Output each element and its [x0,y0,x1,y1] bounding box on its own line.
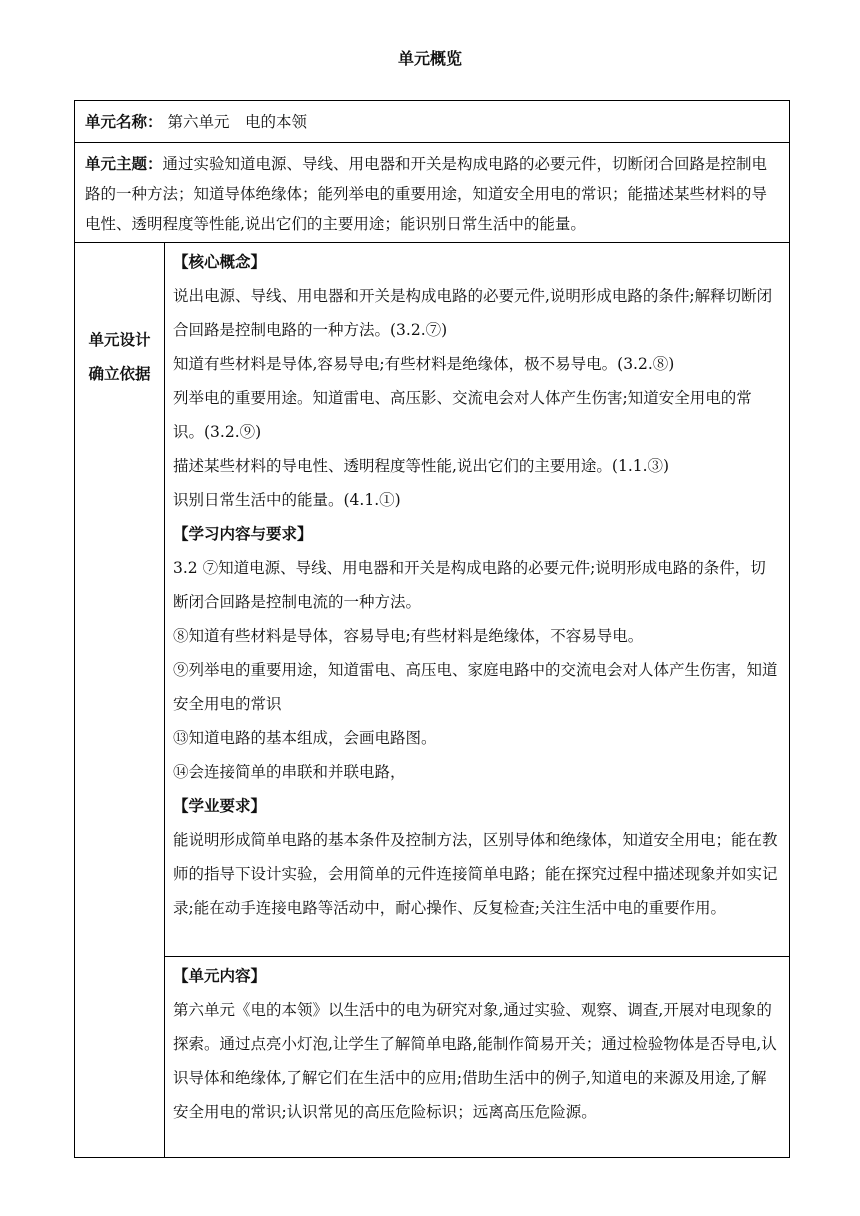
unit-content-text: 第六单元《电的本领》以生活中的电为研究对象,通过实验、观察、调查,开展对电现象的探索。通过点亮小灯泡,让学生了解简单电路,能制作简易开关；通过检验物体是否导电,认识导体和绝缘体,了解它们在生活中的应用;借助生活中的例子,知道电的来源及用途,了解安全用电的常识;认识常见的高压危险标识；远离高压危险源。 [173,1001,777,1121]
unit-name-label: 单元名称： [85,113,163,131]
learning-content-line: ⑭会连接简单的串联和并联电路， [173,763,406,781]
unit-theme-text: 通过实验知道电源、导线、用电器和开关是构成电路的必要元件，切断闭合回路是控制电路的一种方法；知道导体绝缘体；能列举电的重要用途，知道安全用电的常识；能描述某些材料的导电性、透明程度等性能,说出它们的主要用途；能识别日常生活中的能量。 [85,155,768,233]
design-basis-label [75,323,164,391]
core-concept-line: 说出电源、导线、用电器和开关是构成电路的必要元件,说明形成电路的条件;解释切断闭合回路是控制电路的一种方法。(3.2.⑦) [173,287,773,339]
learning-content-heading: 【学习内容与要求】 [173,525,313,543]
academic-requirement-text: 能说明形成简单电路的基本条件及控制方法，区别导体和绝缘体，知道安全用电；能在教师的指导下设计实验，会用简单的元件连接简单电路；能在探究过程中描述现象并如实记录;能在动手连接电路等活动中，耐心操作、反复检查;关注生活中电的重要作用。 [173,831,778,917]
unit-theme-label: 单元主题： [85,155,163,173]
learning-content-line: ⑧知道有些材料是导体，容易导电;有些材料是绝缘体，不容易导电。 [173,627,644,645]
core-concept-line: 描述某些材料的导电性、透明程度等性能,说出它们的主要用途。(1.1.③) [173,457,670,475]
unit-name-value: 第六单元 电的本领 [167,113,307,131]
page-title: 单元概览 [397,49,462,68]
unit-content-cell [165,957,789,1157]
design-basis-label-line2: 确立依据 [88,365,151,383]
core-concept-line: 识别日常生活中的能量。(4.1.①) [173,491,401,509]
design-basis-label-line1: 单元设计 [88,331,151,349]
core-concept-heading: 【核心概念】 [173,253,267,271]
unit-content-heading: 【单元内容】 [173,967,267,985]
unit-name-row [74,100,790,143]
standards-cell [165,243,789,957]
core-concept-line: 列举电的重要用途。知道雷电、高压影、交流电会对人体产生伤害;知道安全用电的常识。(3.2.⑨) [173,389,752,441]
academic-requirement-heading: 【学业要求】 [173,797,267,815]
unit-theme-row [74,142,790,243]
design-basis-label-cell [75,243,165,1157]
core-concept-line: 知道有些材料是导体,容易导电;有些材料是绝缘体，极不易导电。(3.2.⑧) [173,355,675,373]
learning-content-line: ⑬知道电路的基本组成，会画电路图。 [173,729,437,747]
learning-content-line: ⑨列举电的重要用途，知道雷电、高压电、家庭电路中的交流电会对人体产生伤害，知道安全用电的常识 [173,661,778,713]
learning-content-line: 3.2 ⑦知道电源、导线、用电器和开关是构成电路的必要元件;说明形成电路的条件，切断闭合回路是控制电流的一种方法。 [173,559,766,611]
design-basis-table [74,242,790,1158]
